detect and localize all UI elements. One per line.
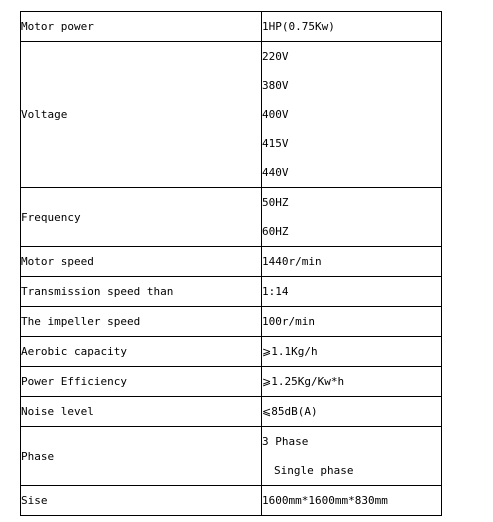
row-value-cell	[262, 427, 442, 486]
row-value-cell	[262, 307, 442, 337]
row-value: 50HZ	[262, 196, 289, 209]
row-value-cell	[262, 277, 442, 307]
table-row-aerobic-capacity	[21, 337, 442, 367]
row-label: Motor power	[21, 12, 262, 42]
table-row-phase	[21, 427, 442, 486]
table-row-transmission-speed	[21, 277, 442, 307]
row-value: ⩾1.25Kg/Kw*h	[262, 375, 345, 388]
row-value: 400V	[262, 108, 289, 121]
row-label: Motor speed	[21, 247, 262, 277]
row-value: ⩽85dB(A)	[262, 405, 318, 418]
table-row-size	[21, 486, 442, 516]
row-label: Phase	[21, 427, 262, 486]
row-value: 60HZ	[262, 225, 289, 238]
row-label: Noise level	[21, 397, 262, 427]
table-row-motor-power	[21, 12, 442, 42]
spec-table	[20, 11, 442, 516]
row-value: 1440r/min	[262, 255, 322, 268]
row-label: Power Efficiency	[21, 367, 262, 397]
row-label: Voltage	[21, 42, 262, 188]
row-value: 220V	[262, 50, 289, 63]
row-label: Sise	[21, 486, 262, 516]
table-row-motor-speed	[21, 247, 442, 277]
row-value: Single phase	[274, 464, 354, 477]
table-row-noise-level	[21, 397, 442, 427]
row-value-cell	[262, 12, 442, 42]
row-value: 415V	[262, 137, 289, 150]
row-value: 100r/min	[262, 315, 315, 328]
row-value-cell	[262, 247, 442, 277]
table-row-frequency	[21, 188, 442, 247]
row-value: 3 Phase	[262, 435, 309, 448]
table-row-power-efficiency	[21, 367, 442, 397]
row-value-cell	[262, 486, 442, 516]
row-label: The impeller speed	[21, 307, 262, 337]
row-label: Aerobic capacity	[21, 337, 262, 367]
row-label: Frequency	[21, 188, 262, 247]
row-value-cell	[262, 337, 442, 367]
table-row-voltage	[21, 42, 442, 188]
row-value: 1HP(0.75Kw)	[262, 20, 335, 33]
row-value-cell	[262, 397, 442, 427]
table-row-impeller-speed	[21, 307, 442, 337]
row-value: 380V	[262, 79, 289, 92]
row-value: 440V	[262, 166, 289, 179]
row-value: 1:14	[262, 285, 289, 298]
row-label: Transmission speed than	[21, 277, 262, 307]
row-value-cell	[262, 42, 442, 188]
row-value-cell	[262, 367, 442, 397]
row-value-cell	[262, 188, 442, 247]
row-value: ⩾1.1Kg/h	[262, 345, 318, 358]
row-value: 1600mm*1600mm*830mm	[262, 494, 388, 507]
